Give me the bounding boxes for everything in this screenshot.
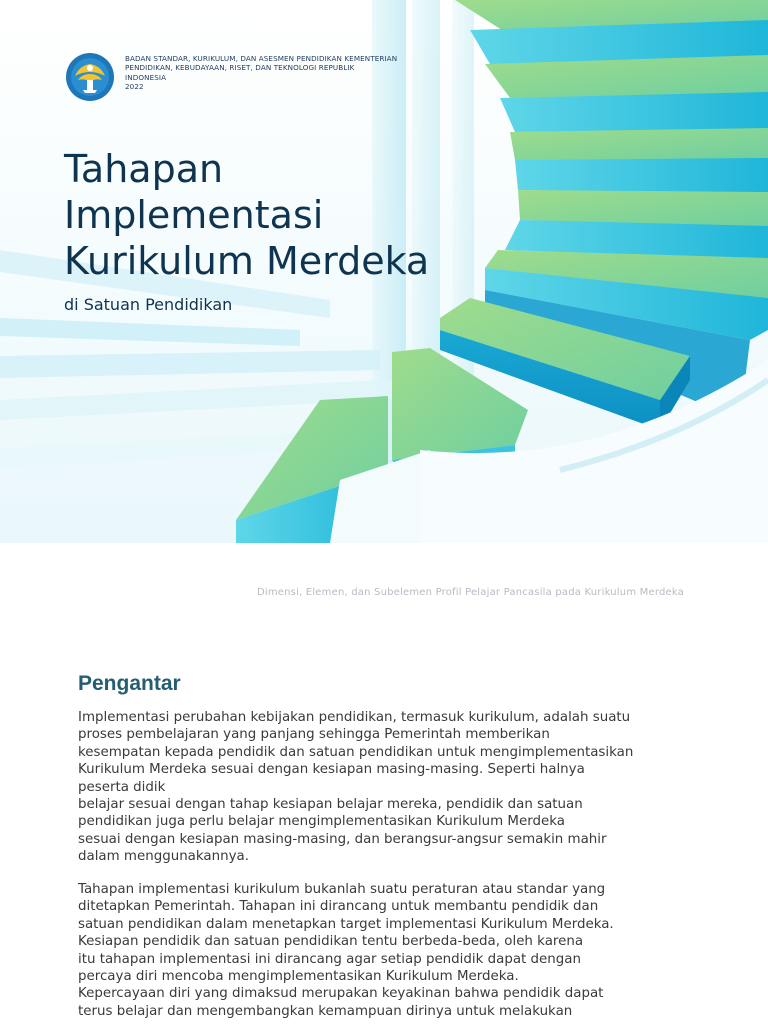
- text-line: ditetapkan Pemerintah. Tahapan ini dirancang untuk membantu pendidik dan: [78, 899, 599, 915]
- cover-title: [64, 146, 429, 284]
- text-line: terus belajar dan mengembangkan kemampuan dirinya untuk melakukan: [78, 1003, 573, 1019]
- institution-line: PENDIDIKAN, KEBUDAYAAN, RISET, DAN TEKNOLOGI REPUBLIK: [125, 63, 355, 73]
- institution-name: [125, 54, 435, 91]
- text-line: percaya diri mencoba mengimplementasikan Kurikulum Merdeka.: [78, 969, 519, 985]
- paragraph-2: [78, 881, 698, 1020]
- text-line: dalam menggunakannya.: [78, 849, 249, 865]
- publication-year: 2022: [125, 81, 144, 91]
- text-line: Kurikulum Merdeka sesuai dengan kesiapan masing-masing. Seperti halnya: [78, 762, 585, 778]
- text-line: kesempatan kepada pendidik dan satuan pendidikan untuk mengimplementasikan: [78, 744, 634, 760]
- text-line: belajar sesuai dengan tahap kesiapan belajar mereka, pendidik dan satuan: [78, 797, 583, 813]
- text-line: pendidikan juga perlu belajar mengimplementasikan Kurikulum Merdeka: [78, 814, 565, 830]
- text-line: satuan pendidikan dalam menetapkan target implementasi Kurikulum Merdeka.: [78, 916, 614, 932]
- text-line: sesuai dengan kesiapan masing-masing, dan berangsur-angsur semakin mahir: [78, 831, 607, 847]
- institution-line: INDONESIA: [125, 72, 167, 82]
- text-line: proses pembelajaran yang panjang sehingga Pemerintah memberikan: [78, 727, 550, 743]
- text-line: peserta didik: [78, 779, 166, 795]
- cover-subtitle: di Satuan Pendidikan: [64, 295, 233, 314]
- institution-line: BADAN STANDAR, KURIKULUM, DAN ASESMEN PENDIDIKAN KEMENTERIAN: [125, 54, 398, 63]
- paragraph-1: [78, 709, 698, 866]
- text-line: Kesiapan pendidik dan satuan pendidikan tentu berbeda-beda, oleh karena: [78, 934, 584, 950]
- running-header: Dimensi, Elemen, dan Subelemen Profil Pelajar Pancasila pada Kurikulum Merdeka: [256, 587, 684, 598]
- tut-wuri-handayani-emblem-icon: [65, 52, 115, 102]
- cover-title-line: Implementasi: [64, 193, 324, 237]
- text-line: Tahapan implementasi kurikulum bukanlah suatu peraturan atau standar yang: [78, 882, 606, 897]
- text-line: Implementasi perubahan kebijakan pendidikan, termasuk kurikulum, adalah suatu: [78, 710, 631, 725]
- section-title: Pengantar: [78, 672, 181, 695]
- cover-title-line: Kurikulum Merdeka: [64, 239, 430, 283]
- cover-title-line: Tahapan: [64, 147, 224, 191]
- text-line: itu tahapan implementasi ini dirancang agar setiap pendidik dapat dengan: [78, 951, 581, 967]
- text-line: Kepercayaan diri yang dimaksud merupakan keyakinan bahwa pendidik dapat: [78, 986, 604, 1002]
